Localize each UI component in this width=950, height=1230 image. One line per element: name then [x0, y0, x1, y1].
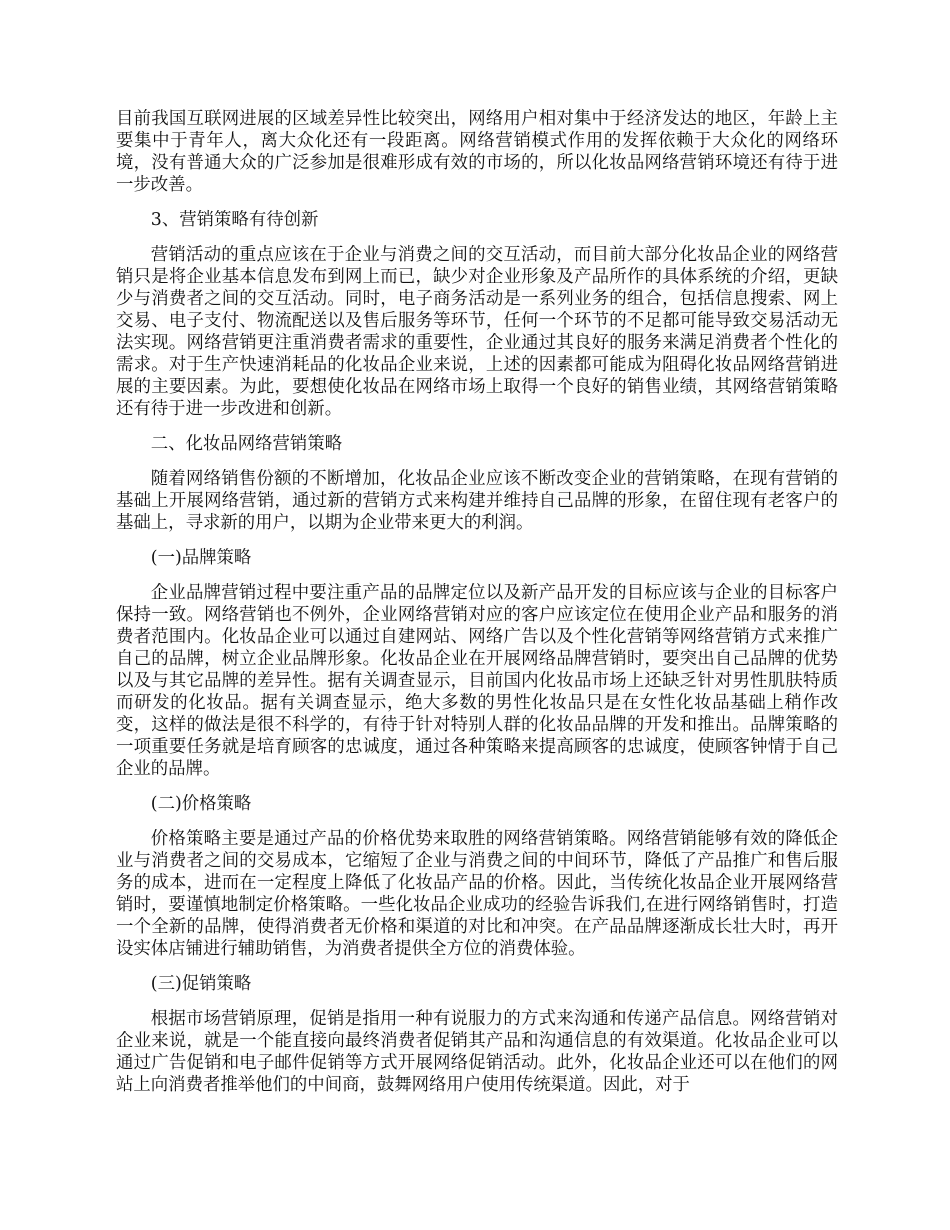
paragraph-strategy: 随着网络销售份额的不断增加，化妆品企业应该不断改变企业的营销策略，在现有营销的基础上开展网络营销，通过新的营销方式来构建并维持自己品牌的形象，在留住现有老客户的基础上，寻求新的用户，以期为企业带来更大的利润。 [116, 469, 838, 533]
paragraph-intro: 目前我国互联网进展的区域差异性比较突出，网络用户相对集中于经济发达的地区，年龄上主要集中于青年人，离大众化还有一段距离。网络营销模式作用的发挥依赖于大众化的网络环境，没有普通大众的广泛参加是很难形成有效的市场的，所以化妆品网络营销环境还有待于进一步改善。 [116, 109, 838, 195]
section-heading-brand: (一)品牌策略 [150, 548, 252, 568]
section-heading-innovation: 3、营销策略有待创新 [150, 210, 319, 230]
document-page [116, 108, 838, 1096]
section-heading-promotion: (三)促销策略 [150, 974, 252, 994]
paragraph-brand: 企业品牌营销过程中要注重产品的品牌定位以及新产品开发的目标应该与企业的目标客户保持一致。网络营销也不例外，企业网络营销对应的客户应该定位在使用企业产品和服务的消费者范围内。化妆品企业可以通过自建网站、网络广告以及个性化营销等网络营销方式来推广自己的品牌，树立企业品牌形象。化妆品企业在开展网络品牌营销时，要突出自己品牌的优势以及与其它品牌的差异性。据有关调查显示，目前国内化妆品市场上还缺乏针对男性肌肤特质而研发的化妆品。据有关调查显示，绝大多数的男性化妆品只是在女性化妆品基础上稍作改变，这样的做法是很不科学的，有待于针对特别人群的化妆品品牌的开发和推出。品牌策略的一项重要任务就是培育顾客的忠诚度，通过各种策略来提高顾客的忠诚度，使顾客钟情于自己企业的品牌。 [116, 583, 838, 779]
section-heading-price: (二)价格策略 [150, 794, 252, 814]
section-heading-strategy: 二、化妆品网络营销策略 [150, 434, 343, 454]
paragraph-innovation: 营销活动的重点应该在于企业与消费之间的交互活动，而目前大部分化妆品企业的网络营销只是将企业基本信息发布到网上而已，缺少对企业形象及产品所作的具体系统的介绍，更缺少与消费者之间的交互活动。同时，电子商务活动是一系列业务的组合，包括信息搜索、网上交易、电子支付、物流配送以及售后服务等环节，任何一个环节的不足都可能导致交易活动无法实现。网络营销更注重消费者需求的重要性，企业通过其良好的服务来满足消费者个性化的需求。对于生产快速消耗品的化妆品企业来说，上述的因素都可能成为阻碍化妆品网络营销进展的主要因素。为此，要想使化妆品在网络市场上取得一个良好的销售业绩，其网络营销策略还有待于进一步改进和创新。 [116, 245, 838, 419]
paragraph-price: 价格策略主要是通过产品的价格优势来取胜的网络营销策略。网络营销能够有效的降低企业与消费者之间的交易成本，它缩短了企业与消费之间的中间环节，降低了产品推广和售后服务的成本，进而在一定程度上降低了化妆品产品的价格。因此，当传统化妆品企业开展网络营销时，要谨慎地制定价格策略。一些化妆品企业成功的经验告诉我们,在进行网络销售时，打造一个全新的品牌，使得消费者无价格和渠道的对比和冲突。在产品品牌逐渐成长壮大时，再开设实体店铺进行辅助销售，为消费者提供全方位的消费体验。 [116, 829, 838, 959]
paragraph-promotion: 根据市场营销原理，促销是指用一种有说服力的方式来沟通和传递产品信息。网络营销对企业来说，就是一个能直接向最终消费者促销其产品和沟通信息的有效渠道。化妆品企业可以通过广告促销和电子邮件促销等方式开展网络促销活动。此外，化妆品企业还可以在他们的网站上向消费者推举他们的中间商，鼓舞网络用户使用传统渠道。因此，对于 [116, 1009, 838, 1095]
